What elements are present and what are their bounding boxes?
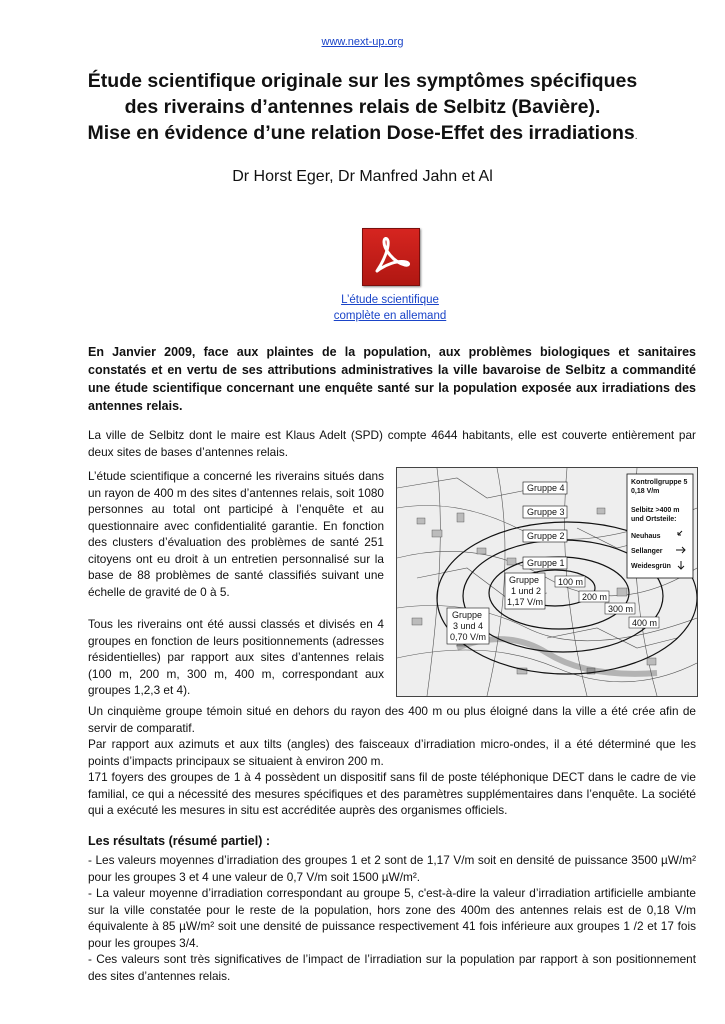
legend-neuhaus: Neuhaus (631, 533, 661, 540)
pdf-link-line-2[interactable]: complète en allemand (333, 310, 447, 322)
label-300m: 300 m (608, 604, 634, 614)
label-gruppe-1: Gruppe 1 (527, 558, 565, 568)
pdf-download-link[interactable] (300, 292, 480, 324)
label-gruppe-34-b: 3 und 4 (453, 621, 484, 631)
label-gruppe-4: Gruppe 4 (527, 483, 565, 493)
paragraph-dect: 171 foyers des groupes de 1 à 4 possèdent un dispositif sans fil de poste téléphonique DECT dans le cadre de vie familial, ce qui a nécessité des mesures spécifiques et des paramètres supplémentaires dans l’enquête. La société qui a exécuté les mesures in situ est accréditée auprès des organismes officiels. (88, 770, 696, 817)
label-gruppe-12-a: Gruppe (509, 575, 540, 585)
legend-kontrollgruppe: Kontrollgruppe 5 (631, 479, 688, 486)
title-line-3 (40, 120, 685, 150)
legend-ortsteile: und Ortsteile: (631, 516, 677, 523)
intro-paragraph: En Janvier 2009, face aux plaintes de la population, aux problèmes biologiques et sanitaires constatés et en vertu de ses attributions administratives la ville bavaroise de Selbitz a commandité une étude scientifique concernant une enquête santé sur la population exposée aux irradiations des antennes relais. (88, 345, 696, 413)
label-gruppe-12-c: 1,17 V/m (507, 597, 544, 607)
paragraph-population: La ville de Selbitz dont le maire est Klaus Adelt (SPD) compte 4644 habitants, elle est couverte entièrement par deux sites de bases d’antennes relais. (88, 428, 696, 459)
legend-kontroll-value: 0,18 V/m (631, 488, 660, 495)
label-gruppe-34-c: 0,70 V/m (450, 632, 487, 642)
label-200m: 200 m (582, 592, 608, 602)
legend-sellanger: Sellanger (631, 548, 663, 555)
pdf-acrobat-glyph (363, 229, 419, 285)
title-line-1: Étude scientifique originale sur les symptômes spécifiques (87, 70, 638, 92)
legend-weidesgruen: Weidesgrün (631, 563, 671, 570)
paragraph-study: L’étude scientifique a concerné les riverains situés dans un rayon de 400 m des sites d’antennes relais, soit 1080 personnes au total ont participé à l’enquête et au questionnaire avec confidentialité garantie. En fonction des clusters d’évaluation des problèmes de santé 251 citoyens ont eu droit à un entretien personnalisé sur la base de 88 problèmes de santé classifiés suivant une échelle de gravité de 0 à 5. (88, 469, 384, 599)
label-gruppe-12-b: 1 und 2 (511, 586, 542, 596)
results-list (88, 852, 696, 984)
map-legend (627, 474, 693, 578)
site-link[interactable]: www.next-up.org (321, 36, 404, 48)
authors: Dr Horst Eger, Dr Manfred Jahn et Al (232, 168, 493, 185)
label-100m: 100 m (558, 577, 584, 587)
result-item-2: - La valeur moyenne d’irradiation correspondant au groupe 5, c'est-à-dire la valeur d’irradiation artificielle ambiante sur la ville constatée pour le reste de la population, hors zone des 400m des antennes relais est de 0,18 V/m équivalente à 85 µW/m² soit une densité de puissance respectivement 41 fois inférieure aux groupes 1 /2 et 17 fois pour les groupes 3/4. (88, 886, 696, 950)
paragraph-context (88, 703, 696, 819)
map-graphic (397, 468, 697, 696)
paragraph-azimuth: Par rapport aux azimuts et aux tilts (angles) des faisceaux d’irradiation micro-ondes, il a été déterminé que les points d’impacts principaux se situaient à environ 200 m. (88, 737, 696, 768)
label-gruppe-3: Gruppe 3 (527, 507, 565, 517)
title-line-3-suffix: . (634, 131, 638, 142)
label-gruppe-2: Gruppe 2 (527, 531, 565, 541)
paragraph-groups: Tous les riverains ont été aussi classés et divisés en 4 groupes en fonction de leurs positionnements (adresses résidentielles) par rapport aux sites d’antennes relais (100 m, 200 m, 300 m, 400 m, correspondant aux groupes 1,2,3 et 4). (88, 617, 384, 697)
paragraph-control-group: Un cinquième groupe témoin situé en dehors du rayon des 400 m ou plus éloigné dans la ville a été crée afin de servir de comparatif. (88, 704, 696, 735)
pdf-link-line-1[interactable]: L’étude scientifique (341, 294, 439, 306)
label-gruppe-34-a: Gruppe (452, 610, 483, 620)
legend-selbitz: Selbitz >400 m (631, 507, 680, 514)
title-line-3-text: Mise en évidence d’une relation Dose-Effet des irradiations (87, 122, 635, 144)
page-title (40, 68, 685, 150)
results-heading: Les résultats (résumé partiel) : (88, 834, 271, 848)
result-item-3: - Ces valeurs sont très significatives de l’impact de l’irradiation sur la population par rapport à son positionnement des sites d’antennes relais. (88, 952, 696, 983)
site-link-header (0, 36, 725, 48)
selbitz-map (396, 467, 698, 697)
result-item-1: - Les valeurs moyennes d’irradiation des groupes 1 et 2 sont de 1,17 V/m soit en densité de puissance 3500 µW/m² pour les groupes 3 et 4 une valeur de 0,7 V/m soit 1500 µW/m². (88, 853, 696, 884)
label-400m: 400 m (632, 618, 658, 628)
pdf-icon[interactable] (362, 228, 420, 286)
title-line-2: des riverains d’antennes relais de Selbitz (Bavière). (124, 96, 601, 118)
